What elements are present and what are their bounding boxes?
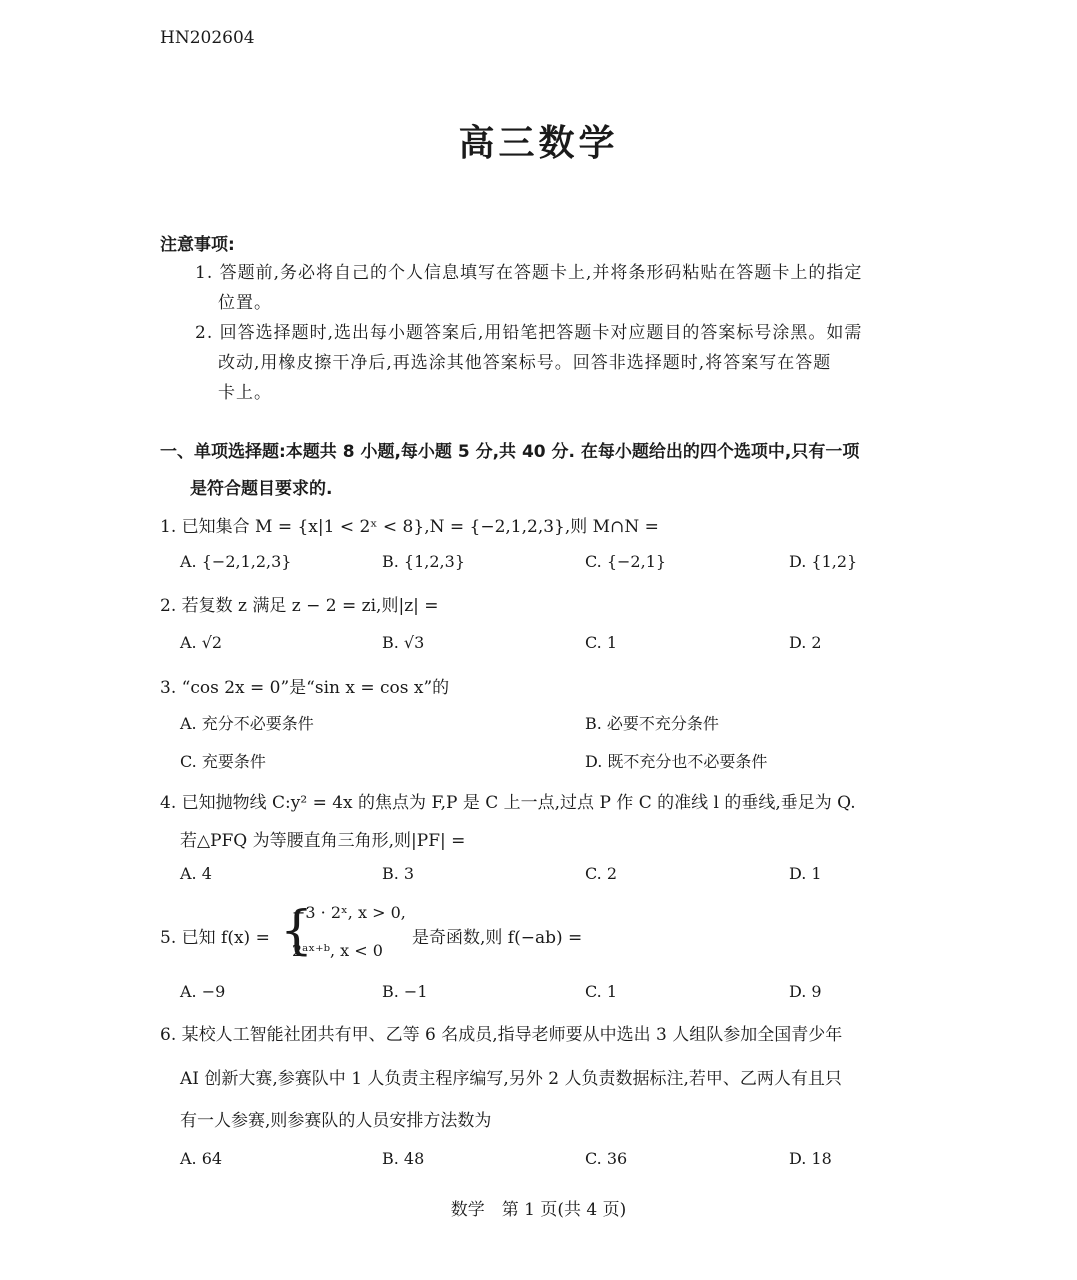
q1-option-a: A. {−2,1,2,3}: [180, 552, 292, 571]
q6-option-a: A. 64: [180, 1149, 223, 1168]
q1-option-c: C. {−2,1}: [585, 552, 667, 571]
section-heading: 一、单项选择题:本题共 8 小题,每小题 5 分,共 40 分. 在每小题给出的四个选项中,只有一项: [160, 442, 860, 462]
q4-option-d: D. 1: [789, 864, 822, 883]
q4-option-b: B. 3: [382, 864, 415, 883]
q3-option-c: C. 充要条件: [180, 752, 266, 771]
q5-option-a: A. −9: [180, 982, 226, 1001]
question-1-stem: 1. 已知集合 M = {x|1 < 2ˣ < 8},N = {−2,1,2,3},则 M∩N =: [160, 517, 659, 537]
q2-option-d: D. 2: [789, 633, 822, 652]
q3-option-b: B. 必要不充分条件: [585, 714, 719, 733]
q1-option-b: B. {1,2,3}: [382, 552, 465, 571]
q5-option-c: C. 1: [585, 982, 618, 1001]
question-4-stem-cont: 若△PFQ 为等腰直角三角形,则|PF| =: [180, 831, 466, 851]
question-3-stem: 3. “cos 2x = 0”是“sin x = cos x”的: [160, 678, 450, 698]
q2-option-b: B. √3: [382, 633, 425, 652]
notice-heading: 注意事项:: [160, 235, 235, 255]
q5-option-d: D. 9: [789, 982, 822, 1001]
question-5-lead: 5. 已知 f(x) =: [160, 928, 270, 948]
notice-line: 1. 答题前,务必将自己的个人信息填写在答题卡上,并将条形码粘贴在答题卡上的指定: [195, 263, 863, 283]
question-6-stem-cont: 有一人参赛,则参赛队的人员安排方法数为: [180, 1111, 492, 1131]
notice-line: 2. 回答选择题时,选出每小题答案后,用铅笔把答题卡对应题目的答案标号涂黑。如需: [195, 323, 863, 343]
q2-option-a: A. √2: [180, 633, 223, 652]
q3-option-d: D. 既不充分也不必要条件: [585, 752, 768, 771]
exam-code: HN202604: [160, 28, 255, 48]
notice-line: 卡上。: [218, 383, 272, 403]
q1-option-d: D. {1,2}: [789, 552, 858, 571]
piecewise-case-1: −3 · 2ˣ, x > 0,: [292, 903, 406, 922]
notice-line: 位置。: [218, 293, 272, 313]
q6-option-b: B. 48: [382, 1149, 425, 1168]
question-6-stem-cont: AI 创新大赛,参赛队中 1 人负责主程序编写,另外 2 人负责数据标注,若甲、乙两人有且只: [180, 1069, 842, 1089]
page-title: 高三数学: [458, 123, 619, 164]
q4-option-c: C. 2: [585, 864, 618, 883]
q4-option-a: A. 4: [180, 864, 212, 883]
q6-option-d: D. 18: [789, 1149, 832, 1168]
notice-line: 改动,用橡皮擦干净后,再选涂其他答案标号。回答非选择题时,将答案写在答题: [218, 353, 832, 373]
q3-option-a: A. 充分不必要条件: [180, 714, 314, 733]
question-4-stem: 4. 已知抛物线 C:y² = 4x 的焦点为 F,P 是 C 上一点,过点 P 作 C 的准线 l 的垂线,垂足为 Q.: [160, 793, 856, 813]
q2-option-c: C. 1: [585, 633, 618, 652]
piecewise-brace-icon: {: [280, 901, 314, 961]
q6-option-c: C. 36: [585, 1149, 628, 1168]
page-footer: 数学 第 1 页(共 4 页): [450, 1200, 627, 1220]
question-2-stem: 2. 若复数 z 满足 z − 2 = zi,则|z| =: [160, 596, 439, 616]
q5-option-b: B. −1: [382, 982, 428, 1001]
piecewise-case-2: 2ᵃˣ⁺ᵇ, x < 0: [292, 941, 383, 960]
question-6-stem: 6. 某校人工智能社团共有甲、乙等 6 名成员,指导老师要从中选出 3 人组队参加全国青少年: [160, 1025, 843, 1045]
section-heading-cont: 是符合题目要求的.: [190, 479, 333, 499]
question-5-tail: 是奇函数,则 f(−ab) =: [412, 928, 583, 948]
